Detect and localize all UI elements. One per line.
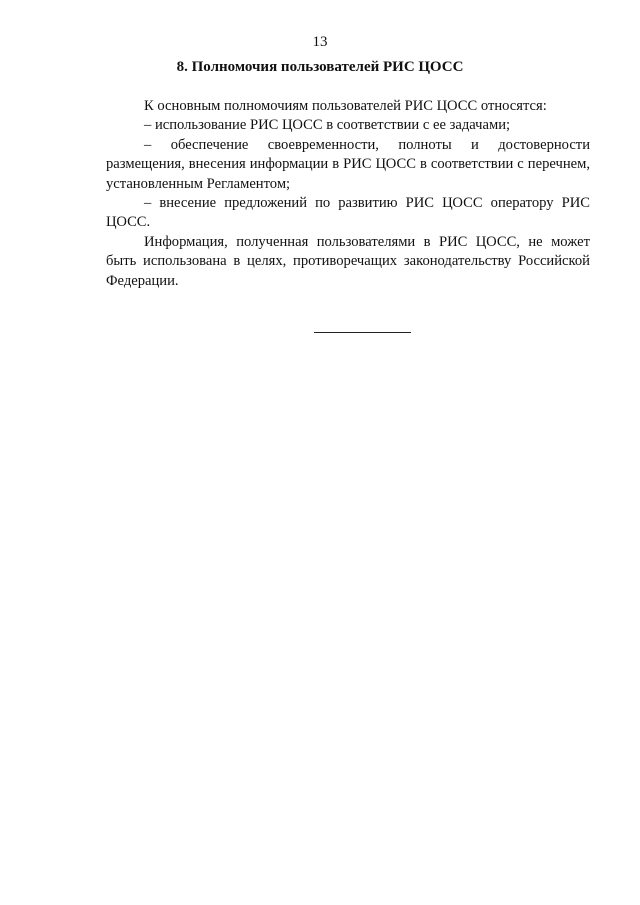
end-divider bbox=[314, 332, 411, 333]
intro-paragraph: К основным полномочиям пользователей РИС ЦОСС относятся: bbox=[144, 98, 547, 114]
section-body bbox=[106, 97, 590, 291]
list-item-timeliness: – обеспечение своевременности, полноты и достоверности размещения, внесения информации в РИС ЦОСС в соответствии с перечнем, установленным Регламентом; bbox=[106, 136, 590, 192]
section-title: 8. Полномочия пользователей РИС ЦОСС bbox=[176, 59, 464, 75]
page-number: 13 bbox=[312, 34, 328, 50]
closing-paragraph: Информация, полученная пользователями в РИС ЦОСС, не может быть использована в целях, противоречащих законодательству Российской Федерации. bbox=[106, 233, 590, 289]
list-item-usage: – использование РИС ЦОСС в соответствии с ее задачами; bbox=[144, 117, 511, 134]
list-item-proposals: – внесение предложений по развитию РИС ЦОСС оператору РИС ЦОСС. bbox=[106, 195, 590, 231]
